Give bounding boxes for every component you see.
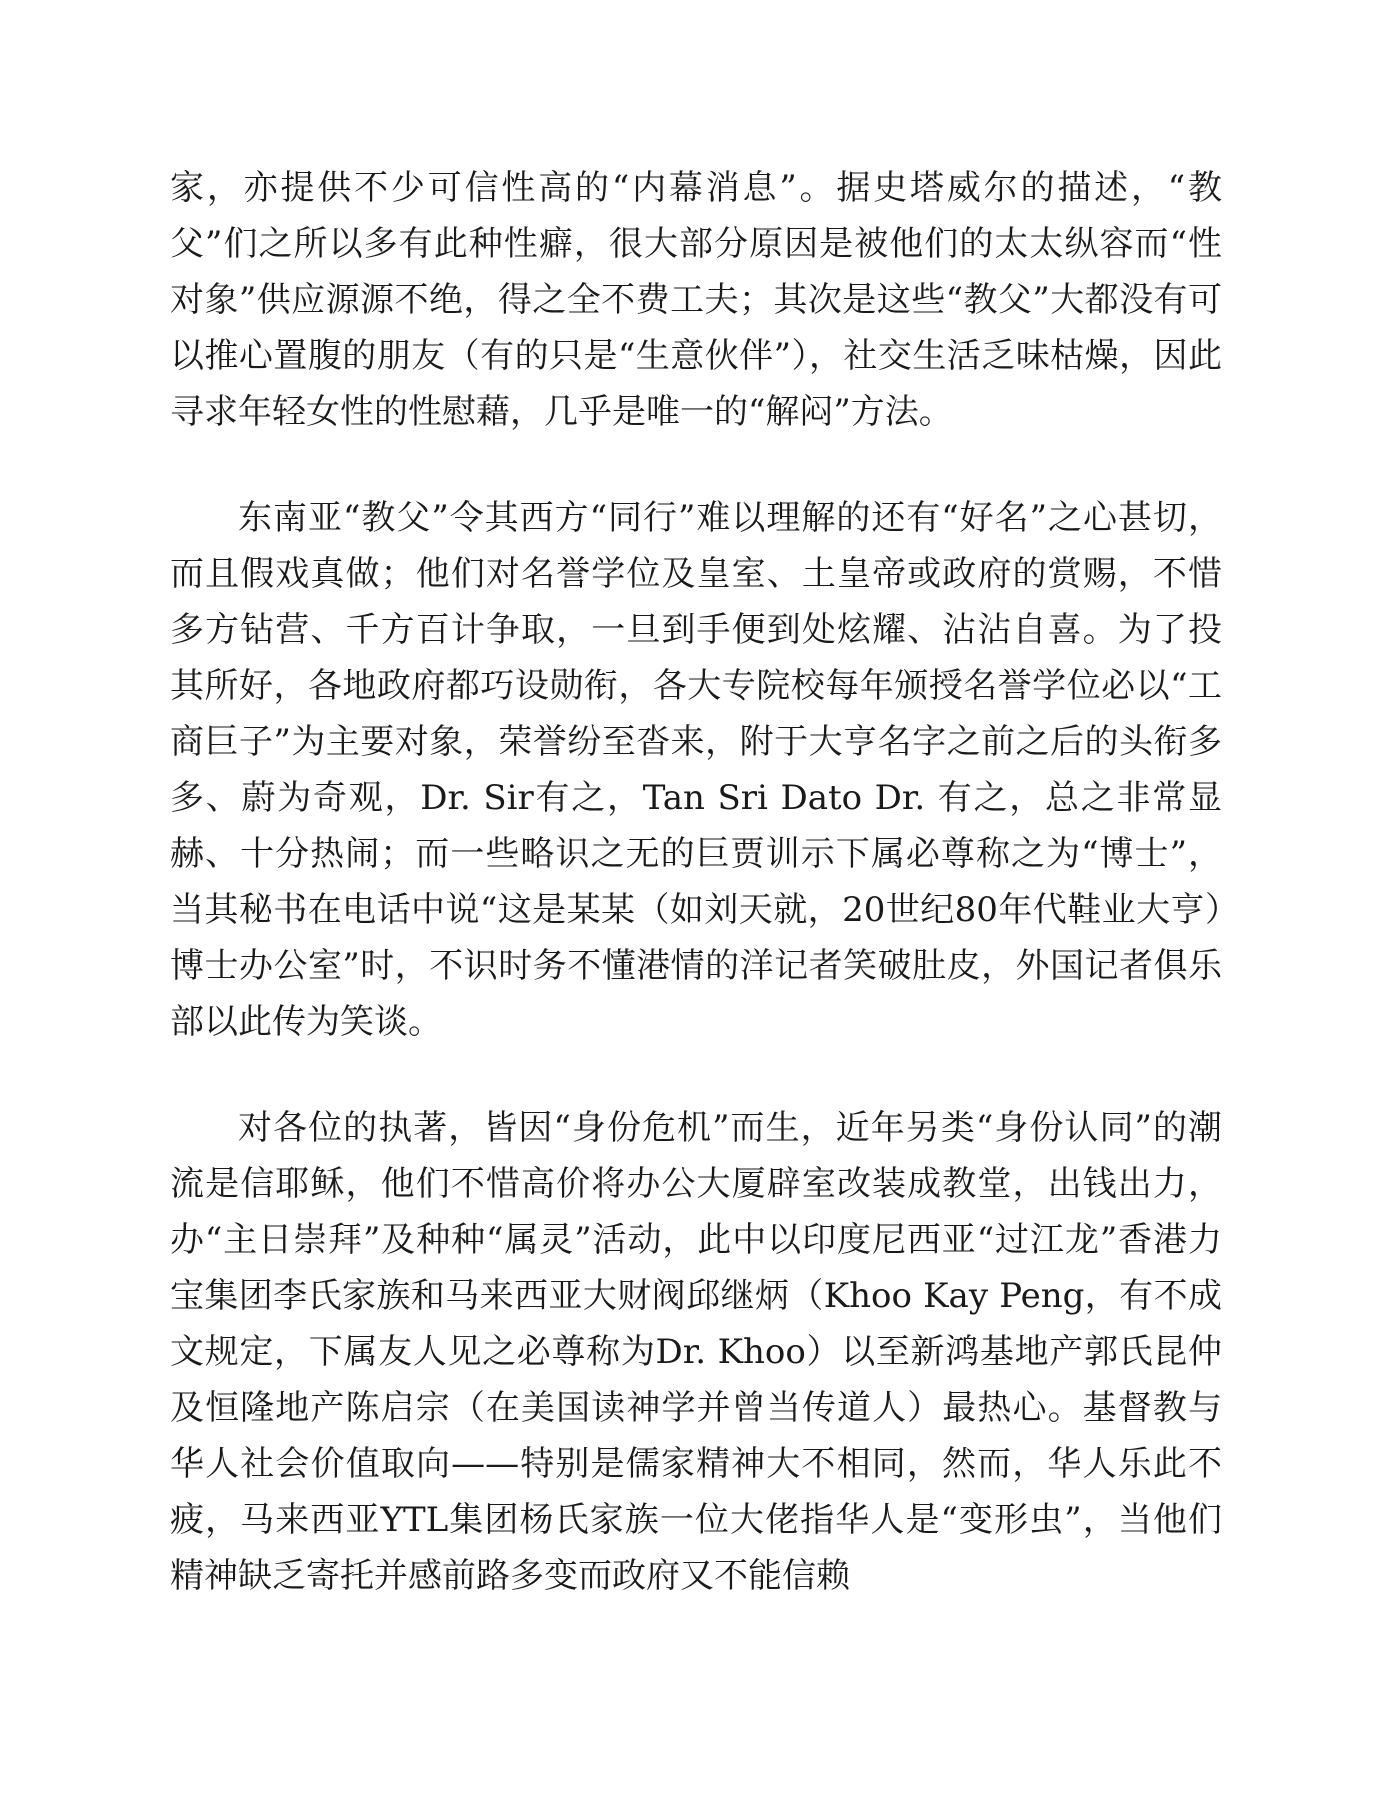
paragraph-1: 家，亦提供不少可信性高的“内幕消息”。据史塔威尔的描述，“教父”们之所以多有此种性癖，很大部分原因是被他们的太太纵容而“性对象”供应源源不绝，得之全不费工夫；其次是这些“教父”大都没有可以推心置腹的朋友（有的只是“生意伙伴”），社交生活乏味枯燥，因此寻求年轻女性的性慰藉，几乎是唯一的“解闷”方法。 (170, 168, 1222, 432)
document-page (170, 160, 1222, 1720)
paragraph-3: 对各位的执著，皆因“身份危机”而生，近年另类“身份认同”的潮流是信耶稣，他们不惜高价将办公大厦辟室改装成教堂，出钱出力，办“主日崇拜”及种种“属灵”活动，此中以印度尼西亚“过江龙”香港力宝集团李氏家族和马来西亚大财阀邱继炳（Khoo Kay Peng，有不成文规定，下属友人见之必尊称为Dr. Khoo）以至新鸿基地产郭氏昆仲及恒隆地产陈启宗（在美国读神学并曾当传道人）最热心。基督教与华人社会价值取向——特别是儒家精神大不相同，然而，华人乐此不疲，马来西亚YTL集团杨氏家族一位大佬指华人是“变形虫”，当他们精神缺乏寄托并感前路多变而政府又不能信赖 (170, 1108, 1222, 1596)
paragraph-2: 东南亚“教父”令其西方“同行”难以理解的还有“好名”之心甚切，而且假戏真做；他们对名誉学位及皇室、土皇帝或政府的赏赐，不惜多方钻营、千方百计争取，一旦到手便到处炫耀、沾沾自喜。为了投其所好，各地政府都巧设勋衔，各大专院校每年颁授名誉学位必以“工商巨子”为主要对象，荣誉纷至沓来，附于大亨名字之前之后的头衔多多、蔚为奇观，Dr. Sir有之，Tan Sri Dato Dr. 有之，总之非常显赫、十分热闹；而一些略识之无的巨贾训示下属必尊称之为“博士”，当其秘书在电话中说“这是某某（如刘天就，20世纪80年代鞋业大亨）博士办公室”时，不识时务不懂港情的洋记者笑破肚皮，外国记者俱乐部以此传为笑谈。 (170, 498, 1222, 1042)
